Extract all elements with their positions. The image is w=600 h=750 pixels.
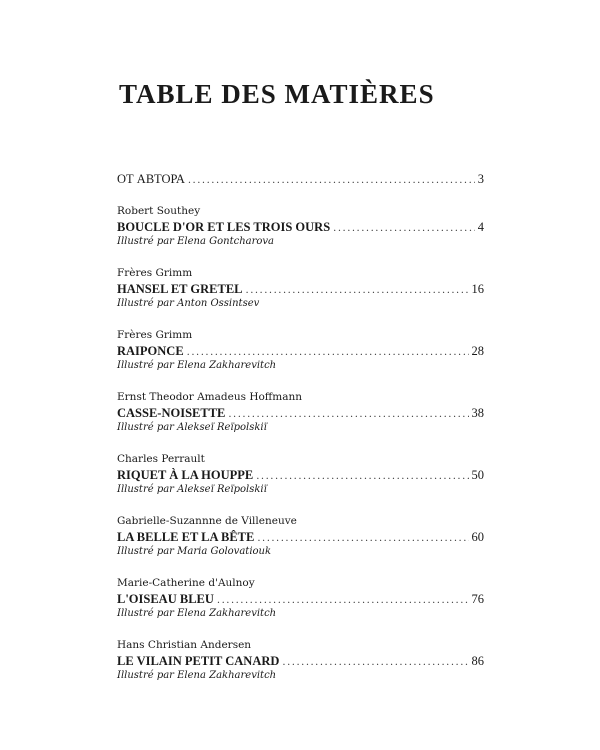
toc-entry-casse-noisette[interactable]	[117, 390, 484, 435]
toc-entry-boucle-dor[interactable]	[117, 204, 484, 249]
toc-page-number: 38	[471, 406, 484, 420]
toc-entry-ot-avtora[interactable]	[117, 171, 484, 187]
dot-leader	[282, 655, 468, 671]
toc-illustrator: Illustré par Anton Ossintsev	[117, 298, 260, 309]
toc-entry-title: ОТ АВТОРА	[117, 172, 185, 186]
toc-entry-title: RIQUET À LA HOUPPE	[117, 468, 254, 482]
toc-line[interactable]	[117, 467, 484, 483]
toc-page-number: 76	[471, 592, 484, 606]
toc-illustrator: Illustré par Alekseï Reïpolskiï	[117, 422, 267, 433]
toc-entry-title: LA BELLE ET LA BÊTE	[117, 530, 255, 544]
toc-illustrator: Illustré par Elena Zakharevitch	[117, 608, 277, 619]
toc-entry-le-vilain-petit-canard[interactable]	[117, 638, 484, 683]
toc-entry-title: CASSE-NOISETTE	[117, 406, 226, 420]
toc-page-number: 60	[471, 530, 484, 544]
toc-entry-raiponce[interactable]	[117, 328, 484, 373]
toc-entry-title: LE VILAIN PETIT CANARD	[117, 654, 280, 668]
dot-leader	[246, 283, 469, 299]
toc-page-number: 3	[477, 172, 484, 186]
toc-illustrator: Illustré par Elena Zakharevitch	[117, 360, 277, 371]
toc-author: Frères Grimm	[117, 267, 193, 279]
toc-entry-loiseau-bleu[interactable]	[117, 576, 484, 621]
toc-line[interactable]	[117, 343, 484, 359]
toc-author: Robert Southey	[117, 205, 201, 217]
dot-leader	[188, 173, 475, 189]
toc-author: Gabrielle-Suzannne de Villeneuve	[117, 515, 297, 527]
toc-line[interactable]	[117, 405, 484, 421]
dot-leader	[257, 531, 468, 547]
toc-illustrator: Illustré par Alekseï Reïpolskiï	[117, 484, 267, 495]
dot-leader	[333, 221, 475, 237]
toc-illustrator: Illustré par Maria Golovatiouk	[117, 546, 272, 557]
toc-line[interactable]	[117, 281, 484, 297]
toc-entry-riquet-a-la-houppe[interactable]	[117, 452, 484, 497]
toc-author: Marie-Catherine d'Aulnoy	[117, 577, 255, 589]
toc-entry-hansel-et-gretel[interactable]	[117, 266, 484, 311]
toc-page-number: 28	[471, 344, 484, 358]
page-title: TABLE DES MATIÈRES	[119, 79, 435, 109]
toc-entry-title: BOUCLE D'OR ET LES TROIS OURS	[117, 220, 331, 234]
toc-entry-title: HANSEL ET GRETEL	[117, 282, 243, 296]
toc-illustrator: Illustré par Elena Gontcharova	[117, 236, 275, 247]
toc-line[interactable]	[117, 529, 484, 545]
toc-entry-title: L'OISEAU BLEU	[117, 592, 214, 606]
toc-line[interactable]	[117, 591, 484, 607]
toc-page-number: 16	[471, 282, 484, 296]
toc-line[interactable]	[117, 219, 484, 235]
toc-line[interactable]	[117, 653, 484, 669]
toc-entry-la-belle-et-la-bete[interactable]	[117, 514, 484, 559]
toc-author: Hans Christian Andersen	[117, 639, 252, 651]
toc-line[interactable]	[117, 171, 484, 187]
toc-page-number: 50	[471, 468, 484, 482]
toc-page-number: 86	[471, 654, 484, 668]
toc-author: Ernst Theodor Amadeus Hoffmann	[117, 391, 302, 403]
toc-author: Frères Grimm	[117, 329, 193, 341]
toc-author: Charles Perrault	[117, 453, 205, 465]
toc-page-number: 4	[477, 220, 484, 234]
toc-entry-title: RAIPONCE	[117, 344, 184, 358]
dot-leader	[256, 469, 468, 485]
toc-illustrator: Illustré par Elena Zakharevitch	[117, 670, 277, 681]
